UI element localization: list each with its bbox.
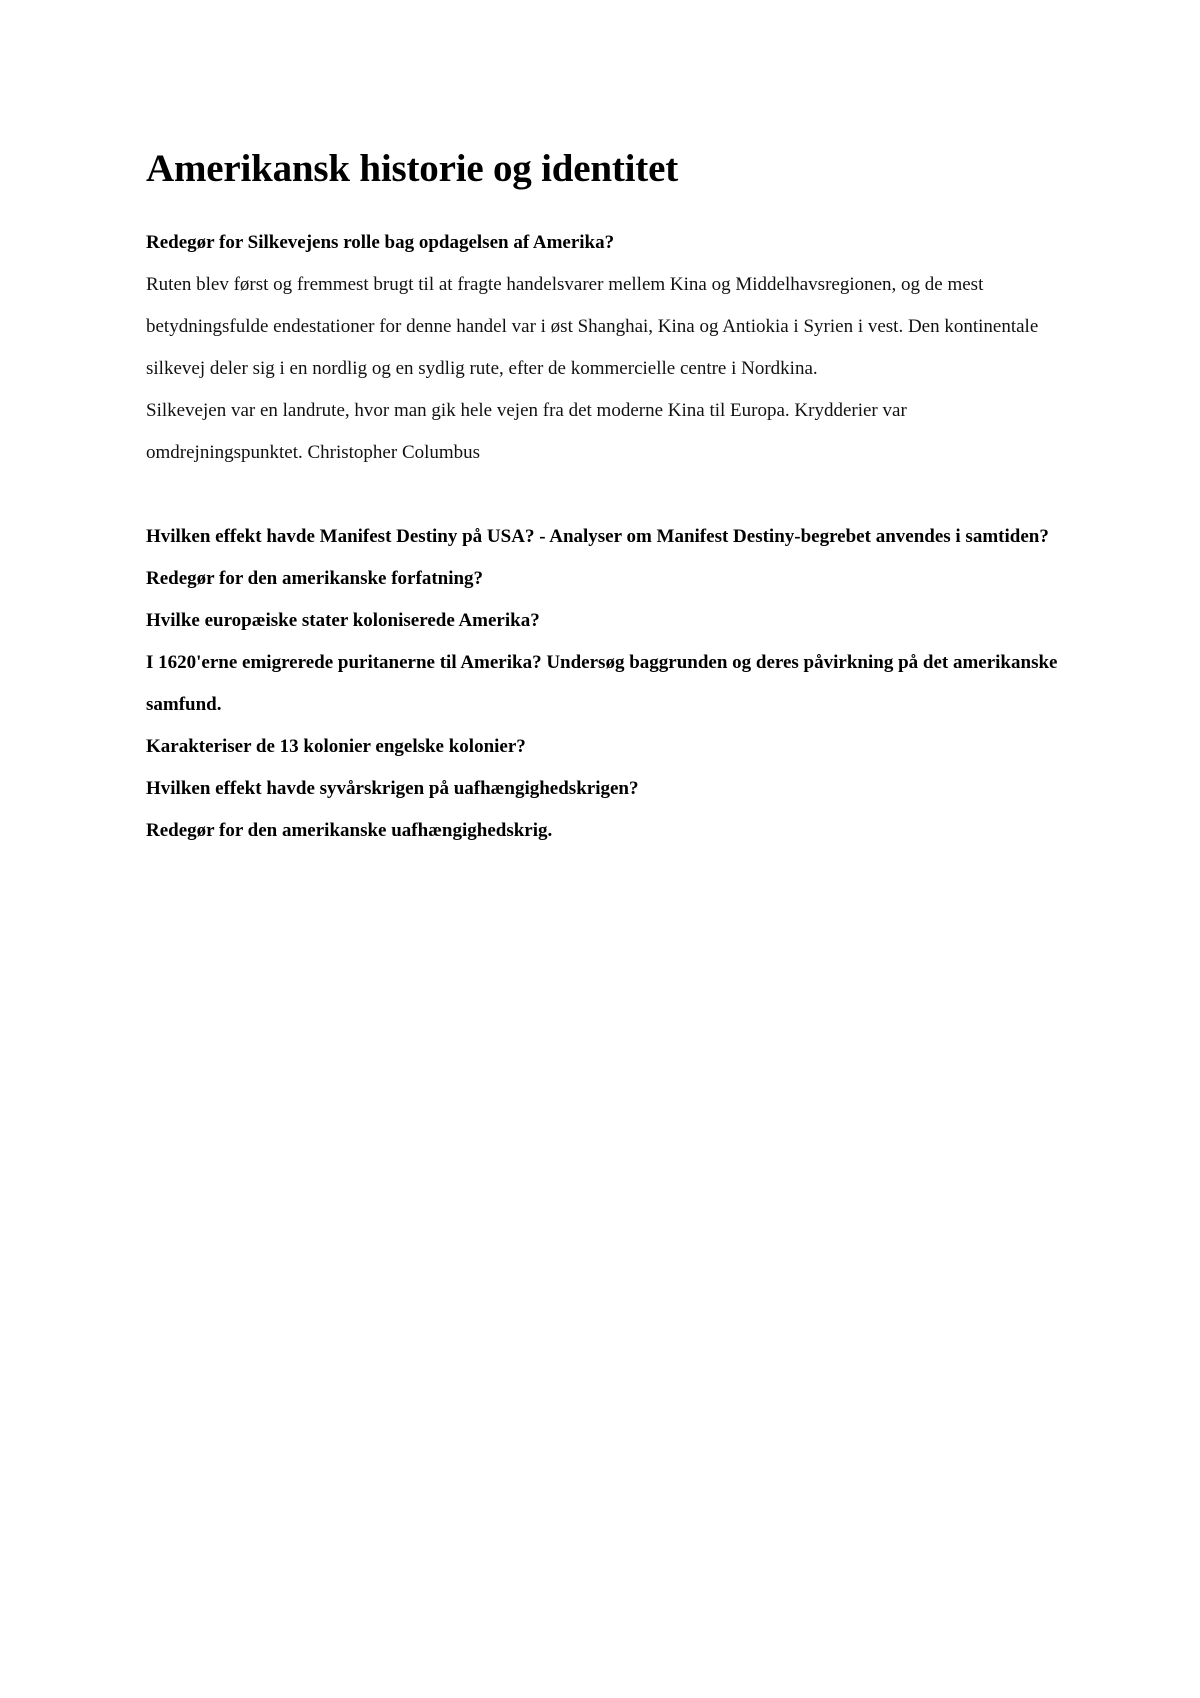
blank-line: [146, 474, 1066, 516]
question-puritanerne: I 1620'erne emigrerede puritanerne til Amerika? Undersøg baggrunden og deres påvirkning på det amerikanske samfund.: [146, 652, 1058, 715]
question-syvaarskrigen: Hvilken effekt havde syvårskrigen på uafhængighedskrigen?: [146, 778, 639, 799]
answer-paragraph-2: Silkevejen var en landrute, hvor man gik hele vejen fra det moderne Kina til Europa. Krydderier var omdrejningspunktet. Christopher Columbus: [146, 400, 907, 463]
question-europaeiske-stater: Hvilke europæiske stater koloniserede Amerika?: [146, 610, 540, 631]
document-title: Amerikansk historie og identitet: [146, 147, 678, 190]
question-silkevejen: Redegør for Silkevejens rolle bag opdagelsen af Amerika?: [146, 232, 615, 253]
document-body: [146, 140, 1066, 852]
question-forfatning: Redegør for den amerikanske forfatning?: [146, 568, 484, 589]
answer-paragraph-1: Ruten blev først og fremmest brugt til at fragte handelsvarer mellem Kina og Middelhavsregionen, og de mest betydningsfulde endestationer for denne handel var i øst Shanghai, Kina og Antiokia i Syrien i vest. Den kontinentale silkevej deler sig i en nordlig og en sydlig rute, efter de kommercielle centre i Nordkina.: [146, 274, 1039, 379]
question-uafhaengighedskrig: Redegør for den amerikanske uafhængighedskrig.: [146, 820, 553, 841]
question-manifest-destiny: Hvilken effekt havde Manifest Destiny på USA? - Analyser om Manifest Destiny-begrebet anvendes i samtiden?: [146, 526, 1049, 547]
question-13-kolonier: Karakteriser de 13 kolonier engelske kolonier?: [146, 736, 526, 757]
